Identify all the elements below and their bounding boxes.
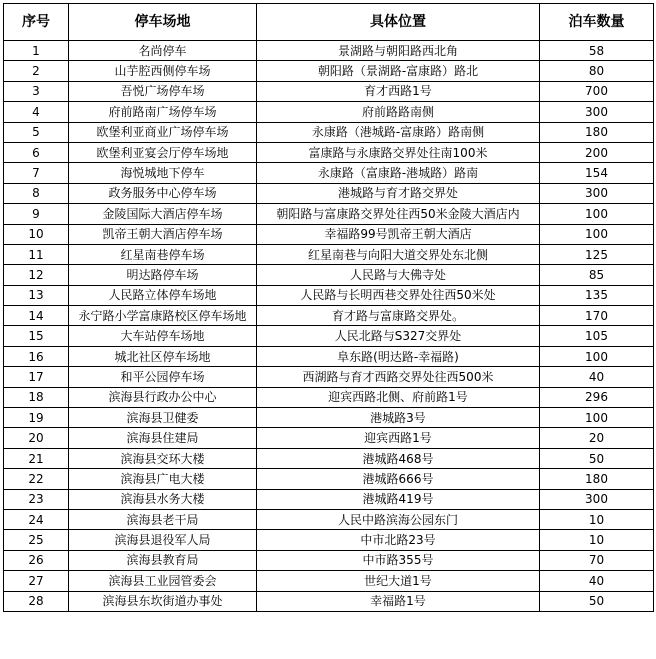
table-row xyxy=(4,306,654,326)
capacity: 70 xyxy=(540,550,654,570)
row-index: 4 xyxy=(4,102,69,122)
location: 港城路419号 xyxy=(257,489,540,509)
table-row xyxy=(4,550,654,570)
table-row xyxy=(4,591,654,611)
table-row xyxy=(4,41,654,61)
lot-name: 滨海县住建局 xyxy=(69,428,257,448)
header-lot-name: 停车场地 xyxy=(69,4,257,41)
capacity: 125 xyxy=(540,244,654,264)
row-index: 12 xyxy=(4,265,69,285)
capacity: 100 xyxy=(540,346,654,366)
location: 永康路（富康路-港城路）路南 xyxy=(257,163,540,183)
row-index: 11 xyxy=(4,244,69,264)
table-row xyxy=(4,448,654,468)
capacity: 180 xyxy=(540,122,654,142)
lot-name: 和平公园停车场 xyxy=(69,367,257,387)
row-index: 9 xyxy=(4,204,69,224)
capacity: 85 xyxy=(540,265,654,285)
capacity: 58 xyxy=(540,41,654,61)
location: 育才西路1号 xyxy=(257,81,540,101)
location: 景湖路与朝阳路西北角 xyxy=(257,41,540,61)
table-row xyxy=(4,530,654,550)
row-index: 14 xyxy=(4,306,69,326)
capacity: 180 xyxy=(540,469,654,489)
lot-name: 欧堡利亚商业广场停车场 xyxy=(69,122,257,142)
parking-table xyxy=(3,3,654,612)
capacity: 300 xyxy=(540,102,654,122)
capacity: 10 xyxy=(540,530,654,550)
location: 港城路与育才路交界处 xyxy=(257,183,540,203)
row-index: 7 xyxy=(4,163,69,183)
row-index: 25 xyxy=(4,530,69,550)
location: 迎宾西路北侧、府前路1号 xyxy=(257,387,540,407)
lot-name: 滨海县退役军人局 xyxy=(69,530,257,550)
row-index: 16 xyxy=(4,346,69,366)
capacity: 80 xyxy=(540,61,654,81)
lot-name: 海悦城地下停车 xyxy=(69,163,257,183)
capacity: 154 xyxy=(540,163,654,183)
location: 幸福路99号凯帝王朝大酒店 xyxy=(257,224,540,244)
location: 西湖路与育才西路交界处往西500米 xyxy=(257,367,540,387)
capacity: 50 xyxy=(540,448,654,468)
table-row xyxy=(4,265,654,285)
location: 港城路666号 xyxy=(257,469,540,489)
row-index: 24 xyxy=(4,509,69,529)
table-row xyxy=(4,509,654,529)
table-row xyxy=(4,224,654,244)
lot-name: 滨海县水务大楼 xyxy=(69,489,257,509)
location: 人民路与大佛寺处 xyxy=(257,265,540,285)
capacity: 100 xyxy=(540,204,654,224)
table-row xyxy=(4,326,654,346)
header-capacity: 泊车数量 xyxy=(540,4,654,41)
lot-name: 滨海县教育局 xyxy=(69,550,257,570)
location: 阜东路(明达路-幸福路) xyxy=(257,346,540,366)
location: 幸福路1号 xyxy=(257,591,540,611)
lot-name: 滨海县广电大楼 xyxy=(69,469,257,489)
table-row xyxy=(4,204,654,224)
table-row xyxy=(4,387,654,407)
table-row xyxy=(4,428,654,448)
row-index: 28 xyxy=(4,591,69,611)
location: 港城路468号 xyxy=(257,448,540,468)
location: 中市北路23号 xyxy=(257,530,540,550)
table-row xyxy=(4,102,654,122)
row-index: 15 xyxy=(4,326,69,346)
table-row xyxy=(4,489,654,509)
lot-name: 政务服务中心停车场 xyxy=(69,183,257,203)
lot-name: 欧堡利亚宴会厅停车场地 xyxy=(69,142,257,162)
row-index: 23 xyxy=(4,489,69,509)
table-row xyxy=(4,163,654,183)
row-index: 20 xyxy=(4,428,69,448)
lot-name: 滨海县工业园管委会 xyxy=(69,571,257,591)
table-row xyxy=(4,571,654,591)
location: 朝阳路（景湖路-富康路）路北 xyxy=(257,61,540,81)
lot-name: 城北社区停车场地 xyxy=(69,346,257,366)
lot-name: 金陵国际大酒店停车场 xyxy=(69,204,257,224)
location: 红星南巷与向阳大道交界处东北侧 xyxy=(257,244,540,264)
table-row xyxy=(4,346,654,366)
row-index: 13 xyxy=(4,285,69,305)
row-index: 22 xyxy=(4,469,69,489)
location: 朝阳路与富康路交界处往西50米金陵大酒店内 xyxy=(257,204,540,224)
row-index: 19 xyxy=(4,408,69,428)
lot-name: 明达路停车场 xyxy=(69,265,257,285)
lot-name: 吾悦广场停车场 xyxy=(69,81,257,101)
capacity: 170 xyxy=(540,306,654,326)
location: 人民北路与S327交界处 xyxy=(257,326,540,346)
location: 人民中路滨海公园东门 xyxy=(257,509,540,529)
lot-name: 府前路南广场停车场 xyxy=(69,102,257,122)
row-index: 21 xyxy=(4,448,69,468)
row-index: 10 xyxy=(4,224,69,244)
capacity: 10 xyxy=(540,509,654,529)
table-row xyxy=(4,81,654,101)
table-row xyxy=(4,61,654,81)
lot-name: 凯帝王朝大酒店停车场 xyxy=(69,224,257,244)
row-index: 27 xyxy=(4,571,69,591)
location: 育才路与富康路交界处。 xyxy=(257,306,540,326)
table-row xyxy=(4,285,654,305)
table-row xyxy=(4,408,654,428)
capacity: 100 xyxy=(540,224,654,244)
table-row xyxy=(4,183,654,203)
row-index: 1 xyxy=(4,41,69,61)
header-index: 序号 xyxy=(4,4,69,41)
lot-name: 山芋腔西侧停车场 xyxy=(69,61,257,81)
table-row xyxy=(4,142,654,162)
capacity: 135 xyxy=(540,285,654,305)
row-index: 5 xyxy=(4,122,69,142)
capacity: 300 xyxy=(540,489,654,509)
table-row xyxy=(4,244,654,264)
capacity: 200 xyxy=(540,142,654,162)
header-row xyxy=(4,4,654,41)
lot-name: 滨海县老干局 xyxy=(69,509,257,529)
lot-name: 滨海县行政办公中心 xyxy=(69,387,257,407)
location: 永康路（港城路-富康路）路南侧 xyxy=(257,122,540,142)
capacity: 296 xyxy=(540,387,654,407)
row-index: 18 xyxy=(4,387,69,407)
location: 富康路与永康路交界处往南100米 xyxy=(257,142,540,162)
header-location: 具体位置 xyxy=(257,4,540,41)
location: 世纪大道1号 xyxy=(257,571,540,591)
location: 人民路与长明西巷交界处往西50米处 xyxy=(257,285,540,305)
location: 中市路355号 xyxy=(257,550,540,570)
lot-name: 滨海县卫健委 xyxy=(69,408,257,428)
row-index: 2 xyxy=(4,61,69,81)
capacity: 700 xyxy=(540,81,654,101)
lot-name: 人民路立体停车场地 xyxy=(69,285,257,305)
capacity: 20 xyxy=(540,428,654,448)
lot-name: 红星南巷停车场 xyxy=(69,244,257,264)
capacity: 300 xyxy=(540,183,654,203)
lot-name: 滨海县东坎街道办事处 xyxy=(69,591,257,611)
location: 府前路路南侧 xyxy=(257,102,540,122)
table-row xyxy=(4,469,654,489)
row-index: 17 xyxy=(4,367,69,387)
table-row xyxy=(4,122,654,142)
capacity: 100 xyxy=(540,408,654,428)
row-index: 6 xyxy=(4,142,69,162)
lot-name: 名尚停车 xyxy=(69,41,257,61)
location: 迎宾西路1号 xyxy=(257,428,540,448)
table-row xyxy=(4,367,654,387)
location: 港城路3号 xyxy=(257,408,540,428)
table-body xyxy=(4,41,654,612)
capacity: 40 xyxy=(540,571,654,591)
lot-name: 永宁路小学富康路校区停车场地 xyxy=(69,306,257,326)
lot-name: 滨海县交环大楼 xyxy=(69,448,257,468)
row-index: 26 xyxy=(4,550,69,570)
lot-name: 大车站停车场地 xyxy=(69,326,257,346)
row-index: 8 xyxy=(4,183,69,203)
row-index: 3 xyxy=(4,81,69,101)
capacity: 40 xyxy=(540,367,654,387)
capacity: 50 xyxy=(540,591,654,611)
capacity: 105 xyxy=(540,326,654,346)
